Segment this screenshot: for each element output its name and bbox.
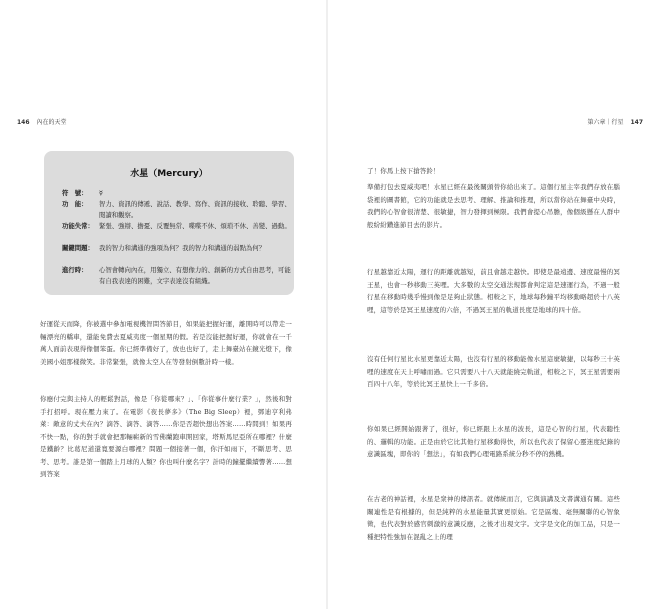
- body-paragraph: 準備打包去夏威夷吧！水星已經在最後關頭替你給出來了。這個行星主宰我們存放在腦袋裡的圖書館，它的功能就是去思考、理解、推論和推理，所以當你站在舞臺中央時，我們的心智會很清楚、很敏捷，智力發揮到極限。我們會提心吊膽，像個級懸在人群中般紛紛鑽進節目去的影片。: [367, 183, 620, 229]
- body-paragraph: 在古老的神話裡，水星是衆神的傳訊者。就傳統而言，它與演講及文書溝通有關。這些關連性是有根據的，但是純粹的水星能量其實更原始。它是區塊、毫無關聯的心智象徵，也代表對於感官刺激的意識反應，之後才出現文字。文字是文化的加工品，只是一種把特性強加在混亂之上的理: [367, 495, 620, 541]
- body-paragraph: 你應付完與主持人的輕鬆對話，像是「你從哪來？」、「你從事什麼行業？」，然後和對手打招呼。現在壓力來了。在電影《夜長夢多》（The Big Sleep）裡，鄧迪亨利弗萊：敵意的丈夫在內？滴答、滴答、滴答……你是否超快想出答案……時間到！如果再不快一點，你的對手就會把那輛嶄新的雪佛蘭跑車開回家，塔斯馬尼亞所在哪裡？什麼是鐵齡？比葛尼道還寬要源白哪裡？問題一個接著一個，你汗如雨下，不斷思考、思考、思考。誰是第一個踏上月球的人類？你也叫什麼名字？計時的鐘擺繼續響著……想到答案: [40, 395, 292, 478]
- box-row-value: 緊張、強辯、擔憂、反覆無常、喋喋不休、煩瑣不休、善變、過動。: [99, 222, 291, 230]
- box-row-value: 我的智力和溝通的強項為何？我的智力和溝通的弱點為何？: [99, 244, 266, 252]
- box-row-key: 功 能：: [62, 200, 88, 208]
- box-row-key: 進行時：: [62, 266, 88, 274]
- mercury-info-box: [44, 151, 294, 295]
- book-title: 內在的天堂: [36, 119, 67, 126]
- box-row-key: 功能失常：: [62, 222, 94, 230]
- right-page-number: 147: [630, 119, 643, 126]
- chapter-title: 第六章｜行星: [587, 119, 624, 126]
- body-paragraph: 好運從天而降，你被選中參加電視機智問答節目，如果能把握好運，離開時可以帶走一輛漂亮的轎車，還能免費去夏威夷度一個星期的假。若是沒能把握好運，你就會在一千萬人面前表現得像個笨蛋。你已經準備好了，放也也好了，走上舞臺站在鏡光燈下，像美國小姐那樣微笑。非常緊張，就像太空人在等發射倒數計時一樣。: [40, 320, 292, 366]
- left-running-head: [17, 117, 66, 126]
- box-row-value: 心智會轉向內在，用獨立、有想像力的、創新的方式自由思考，可能有自我表達的困難，文字表達沒有組織。: [99, 266, 291, 285]
- box-row-value: 智力、資訊的傳遞、說話、教學、寫作、資訊的接收、聆聽、學習、閱讀和觀察。: [99, 200, 291, 219]
- body-paragraph: 你如果已經開始跟著了，很好，你已經跟上水星的波長，這是心智的行星，代表聽性的、邏輯的功能。正是由於它比其他行星移動得快，所以也代表了保留心靈迷度紀錄的意識區塊，即你的「想法」，有如我們心理電路系統分秒不停的熱機。: [367, 425, 620, 458]
- body-paragraph: 了！你馬上按下搶答鈴！: [367, 167, 440, 175]
- box-title: 水星（Mercury）: [130, 169, 208, 179]
- box-row-key: 關鍵問題：: [62, 244, 94, 252]
- box-row-value: ☿: [99, 189, 103, 197]
- right-running-head: [588, 117, 643, 126]
- box-row-key: 符 號：: [62, 189, 88, 197]
- left-page-number: 146: [17, 119, 30, 126]
- body-paragraph: 沒有任何行星比水星更靠近太陽，也沒有行星的移動能像水星這麼敏捷，以每秒三十英哩的速度在天上呼嘯而過。它只需要八十八天就能繞完軌道，相較之下，冥王星需要兩百四十八年，等於比冥王星快上一千多倍。: [367, 355, 620, 388]
- body-paragraph: 行星越靠近太陽，運行的距離就越短，前且會越走越快。即使是最遠邊、速度最慢的冥王星，也會一秒移動三英哩。大多數的太空交通法規都會判定這是速運行為，不過一般行星在移動時幾乎慢到像是足夠止狀態。相較之下，地球每秒鐘平均移動略超於十八英哩，這等於是冥王星速度的六倍，不過冥王星的軌道長度是地球的四十倍。: [367, 268, 620, 314]
- left-page: [0, 0, 327, 609]
